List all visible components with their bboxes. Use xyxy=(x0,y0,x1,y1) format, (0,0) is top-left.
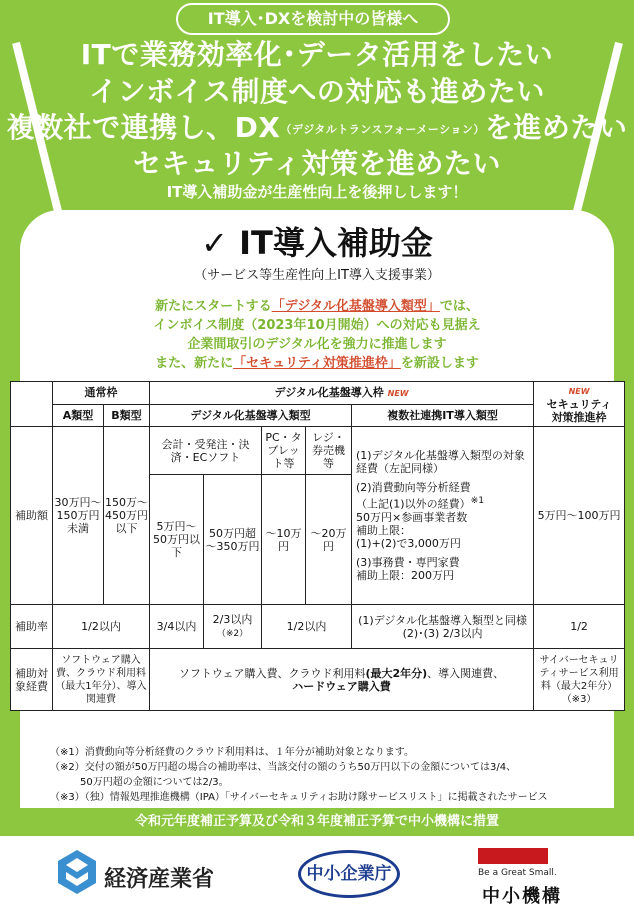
multi-2a: (2)消費動向等分析経費 xyxy=(356,481,471,495)
smrj-logo-mark xyxy=(478,848,548,864)
multi-2d: 補助上限： xyxy=(356,523,411,537)
multi-3a: (3)事務費・専門家費 xyxy=(356,555,460,569)
multi-2e: (1)+(2)で3,000万円 xyxy=(356,536,461,550)
row-amount-label: 補助額 xyxy=(11,427,53,605)
multi-3b: 補助上限：200万円 xyxy=(356,568,454,582)
cost-digital-c: 、導入関連費、 xyxy=(427,666,505,680)
meti-logo-icon xyxy=(58,850,96,894)
header-register: レジ・券売機等 xyxy=(306,427,352,475)
note-2: （※2）交付の額が50万円超の場合の補助率は、当該交付の額のうち50万円以下の金額については3/4、 xyxy=(50,762,517,773)
row-rate-label: 補助率 xyxy=(11,605,53,649)
page-subtitle: （サービス等生産性向上IT導入支援事業） xyxy=(194,268,440,283)
smrj-tagline: Be a Great Small. xyxy=(478,868,557,878)
smrj-logo-text: 中小機構 xyxy=(482,886,562,907)
rate-acct-2-value: 2/3以内 xyxy=(212,612,253,626)
intro-l4a: また、新たに xyxy=(155,356,234,371)
rate-security: 1/2 xyxy=(534,605,625,649)
rate-multi-1: (1)デジタル化基盤導入類型と同様 xyxy=(358,613,527,627)
cost-digital xyxy=(150,649,534,711)
header-security-1: セキュリティ xyxy=(546,398,612,411)
subsidy-table xyxy=(10,381,625,711)
headline-2: インボイス制度への対応も進めたい xyxy=(89,75,545,108)
header-digital xyxy=(150,382,534,405)
multi-amount xyxy=(352,427,534,605)
row-cost-label: 補助対象経費 xyxy=(11,649,53,711)
footnotes xyxy=(50,745,548,805)
intro-line-3: 企業間取引のデジタル化を強力に推進します xyxy=(187,337,447,352)
headline-3a: 複数社で連携し、DX xyxy=(6,111,281,144)
header-security-2: 対策推進枠 xyxy=(551,411,607,424)
intro-line-4 xyxy=(0,354,634,373)
multi-1: (1)デジタル化基盤導入類型の対象経費（左記同様） xyxy=(356,449,525,476)
multi-2b-line xyxy=(356,494,532,511)
note-3: （※3）（独）情報処理推進機構（IPA）「サイバーセキュリティお助け隊サービスリスト」に掲載されたサービス xyxy=(50,792,548,803)
header-security xyxy=(534,382,625,427)
check-icon: ✓ xyxy=(201,224,228,262)
headline-3 xyxy=(0,106,634,146)
intro-l1b: では、 xyxy=(439,299,479,314)
acct-amount-2: 50万円超～350万円 xyxy=(204,475,262,605)
headline-3-note: （デジタルトランスフォーメーション） xyxy=(280,123,485,136)
corner-cell xyxy=(11,382,53,427)
page-title xyxy=(0,218,634,264)
headline-1: ITで業務効率化･データ活用をしたい xyxy=(80,38,554,71)
audience-pill: IT導入･DXを検討中の皆様へ xyxy=(176,3,450,35)
cost-digital-a: ソフトウェア購入費、クラウド利用料 xyxy=(178,666,366,680)
rate-hardware: 1/2以内 xyxy=(262,605,352,649)
rate-acct-2 xyxy=(204,605,262,649)
header-a-type: A類型 xyxy=(53,404,104,427)
intro-l4u: 「セキュリティ対策推進枠」 xyxy=(233,356,401,371)
new-badge-security: NEW xyxy=(568,387,590,396)
multi-2b: （上記(1)以外の経費） xyxy=(356,497,471,511)
header-b-type: B類型 xyxy=(104,404,150,427)
rate-multi xyxy=(352,605,534,649)
title-text: IT導入補助金 xyxy=(239,224,433,262)
note-1: （※1）消費動向等分析経費のクラウド利用料は、１年分が補助対象となります。 xyxy=(50,747,414,758)
headline-4: セキュリティ対策を進めたい xyxy=(133,147,501,180)
rate-acct-2-note: （※2） xyxy=(216,628,249,639)
intro-l4b: を新設します xyxy=(400,356,479,371)
rate-regular: 1/2以内 xyxy=(53,605,150,649)
multi-2c: 50万円×参画事業者数 xyxy=(356,510,468,524)
note-2-cont: 50万円超の金額については2/3。 xyxy=(50,777,229,788)
new-badge: NEW xyxy=(387,388,409,398)
header-accounting: 会計・受発注・決済・ECソフト xyxy=(150,427,262,475)
intro-text xyxy=(0,297,634,373)
budget-banner: 令和元年度補正予算及び令和３年度補正予算で中小機構に措置 xyxy=(0,808,634,836)
intro-l1u: 「デジタル化基盤導入類型」 xyxy=(271,299,440,314)
meti-logo-text: 経済産業省 xyxy=(104,867,215,892)
register-amount: ～20万円 xyxy=(306,475,352,605)
a-amount: 30万円～150万円未満 xyxy=(53,427,104,605)
header-subline: IT導入補助金が生産性向上を後押しします！ xyxy=(166,183,468,201)
header-pc: PC・タブレット等 xyxy=(262,427,306,475)
header-multi: 複数社連携IT導入類型 xyxy=(352,404,534,427)
cost-digital-d: ハードウェア購入費 xyxy=(292,679,391,693)
sme-agency-logo: 中小企業庁 xyxy=(298,850,400,898)
b-amount: 150万～450万円以下 xyxy=(104,427,150,605)
header-digital-label: デジタル化基盤導入枠 xyxy=(274,385,384,399)
intro-line-2: インボイス制度（2023年10月開始）への対応も見据え xyxy=(153,318,481,333)
acct-amount-1: 5万円～50万円以下 xyxy=(150,475,204,605)
pc-amount: ～10万円 xyxy=(262,475,306,605)
rate-acct-1: 3/4以内 xyxy=(150,605,204,649)
security-amount: 5万円～100万円 xyxy=(534,427,625,605)
multi-2 xyxy=(356,481,532,494)
multi-2-note: ※1 xyxy=(470,495,485,507)
cost-digital-b: (最大2年分) xyxy=(365,666,428,680)
headline-3b: を進めたい xyxy=(484,111,628,144)
header-regular: 通常枠 xyxy=(53,382,150,405)
intro-l1a: 新たにスタートする xyxy=(155,299,272,314)
rate-multi-2: (2)･(3) 2/3以内 xyxy=(402,626,483,640)
header-digital-type: デジタル化基盤導入類型 xyxy=(150,404,352,427)
cost-regular: ソフトウェア購入費、クラウド利用料（最大1年分）、導入関連費 xyxy=(53,649,150,711)
intro-line-1 xyxy=(0,297,634,316)
cost-security: サイバーセキュリティサービス利用料（最大2年分）（※3） xyxy=(534,649,625,711)
